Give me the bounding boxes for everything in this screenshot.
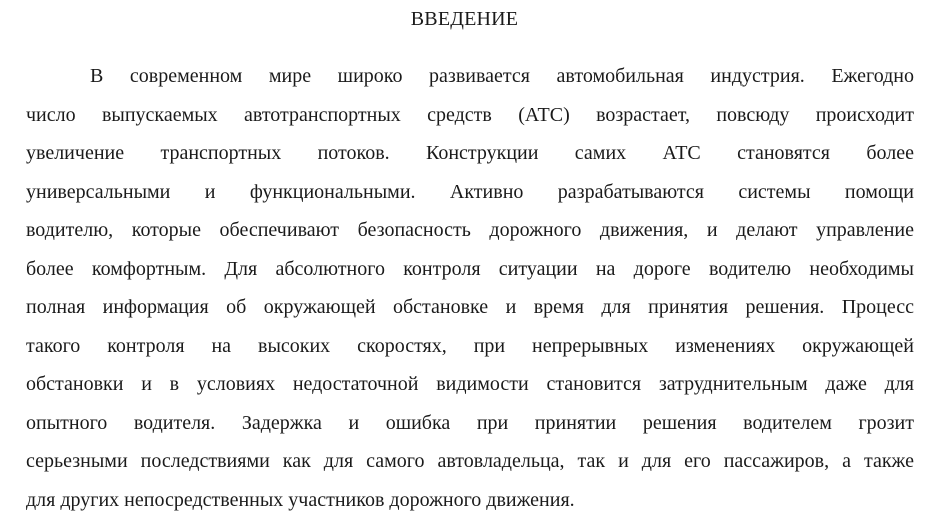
paragraph-line: такого контроля на высоких скоростях, при непрерывных изменениях окружающей xyxy=(26,334,914,357)
paragraph-line: опытного водителя. Задержка и ошибка при принятии решения водителем грозит xyxy=(26,411,914,434)
paragraph-line: водителю, которые обеспечивают безопасность дорожного движения, и делают управление xyxy=(26,219,914,241)
paragraph-line: число выпускаемых автотранспортных средств (АТС) возрастает, повсюду происходит xyxy=(26,103,914,126)
paragraph-line: обстановки и в условиях недостаточной видимости становится затруднительным даже для xyxy=(26,373,914,395)
body-paragraph xyxy=(26,57,914,519)
section-title: ВВЕДЕНИЕ xyxy=(410,8,519,30)
paragraph-line: В современном мире широко развивается автомобильная индустрия. Ежегодно xyxy=(90,65,914,87)
paragraph-line: более комфортным. Для абсолютного контроля ситуации на дороге водителю необходимы xyxy=(26,257,914,280)
paragraph-line: полная информация об окружающей обстановке и время для принятия решения. Процесс xyxy=(26,296,914,318)
paragraph-line: увеличение транспортных потоков. Конструкции самих АТС становятся более xyxy=(26,142,914,164)
paragraph-line: серьезными последствиями как для самого автовладельца, так и для его пассажиров, а также xyxy=(26,450,914,472)
paragraph-line: универсальными и функциональными. Активно разрабатываются системы помощи xyxy=(26,180,914,203)
paragraph-line: для других непосредственных участников дорожного движения. xyxy=(26,488,575,511)
